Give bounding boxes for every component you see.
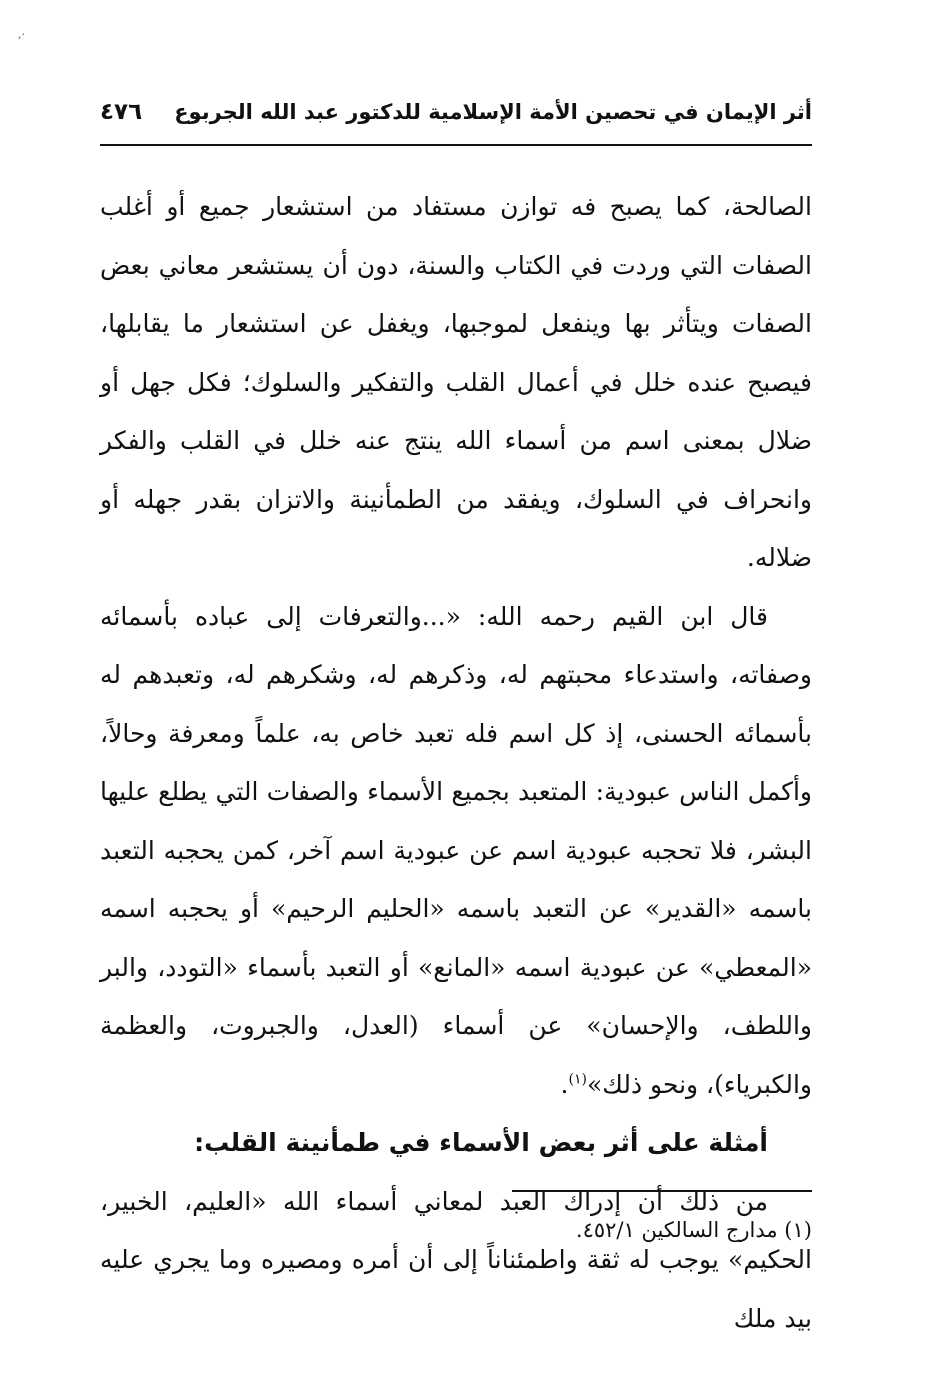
running-header bbox=[100, 92, 812, 132]
paragraph-2-text: قال ابن القيم رحمه الله: «...والتعرفات إلى عباده بأسمائه وصفاته، واستدعاء محبتهم له، وذكرهم له، وشكرهم له، وتعبدهم له بأسمائه الحسنى، إذ كل اسم فله تعبد خاص به، علماً ومعرفة وحالاً، وأكمل الناس عبودية: المتعبد بجميع الأسماء والصفات التي يطلع عليها البشر، فلا تحجبه عبودية اسم عن عبودية اسم آخر، كمن يحجبه التعبد باسمه «القدير» عن التعبد باسمه «الحليم الرحيم» أو يحجبه اسمه «المعطي» عن عبودية اسمه «المانع» أو التعبد بأسماء «التودد، والبر واللطف، والإحسان» عن أسماء (العدل، والجبروت، والعظمة والكبرياء)، ونحو ذلك» bbox=[100, 601, 812, 1099]
paragraph-1: الصالحة، كما يصبح فه توازن مستفاد من استشعار جميع أو أغلب الصفات التي وردت في الكتاب والسنة، دون أن يستشعر معاني بعض الصفات ويتأثر بها وينفعل لموجبها، ويغفل عن استشعار ما يقابلها، فيصبح عنده خلل في أعمال القلب والتفكير والسلوك؛ فكل جهل أو ضلال بمعنى اسم من أسماء الله ينتج عنه خلل في القلب والفكر وانحراف في السلوك، ويفقد من الطمأنينة والاتزان بقدر جهله أو ضلاله. bbox=[100, 192, 813, 572]
header-divider bbox=[100, 144, 812, 146]
paragraph-2 bbox=[100, 588, 812, 1115]
footnote-divider bbox=[512, 1190, 812, 1192]
main-text bbox=[100, 178, 812, 1348]
section-heading: أمثلة على أثر بعض الأسماء في طمأنينة القلب: bbox=[194, 1128, 768, 1157]
paragraph-3: من ذلك أن إدراك العبد لمعاني أسماء الله «العليم، الخبير، الحكيم» يوجب له ثقة واطمئناناً إلى أن أمره ومصيره وما يجري عليه بيد ملك bbox=[100, 1186, 812, 1333]
header-title: أثر الإيمان في تحصين الأمة الإسلامية للدكتور عبد الله الجربوع bbox=[174, 100, 812, 124]
footnote: (١) مدارج السالكين ٤٥٢/١. bbox=[575, 1218, 812, 1242]
page-number: ٤٧٦ bbox=[100, 99, 143, 125]
footnote-reference[interactable]: (١) bbox=[568, 1071, 587, 1088]
paragraph-2-end: . bbox=[560, 1069, 569, 1099]
scan-mark: ,· bbox=[18, 28, 25, 41]
